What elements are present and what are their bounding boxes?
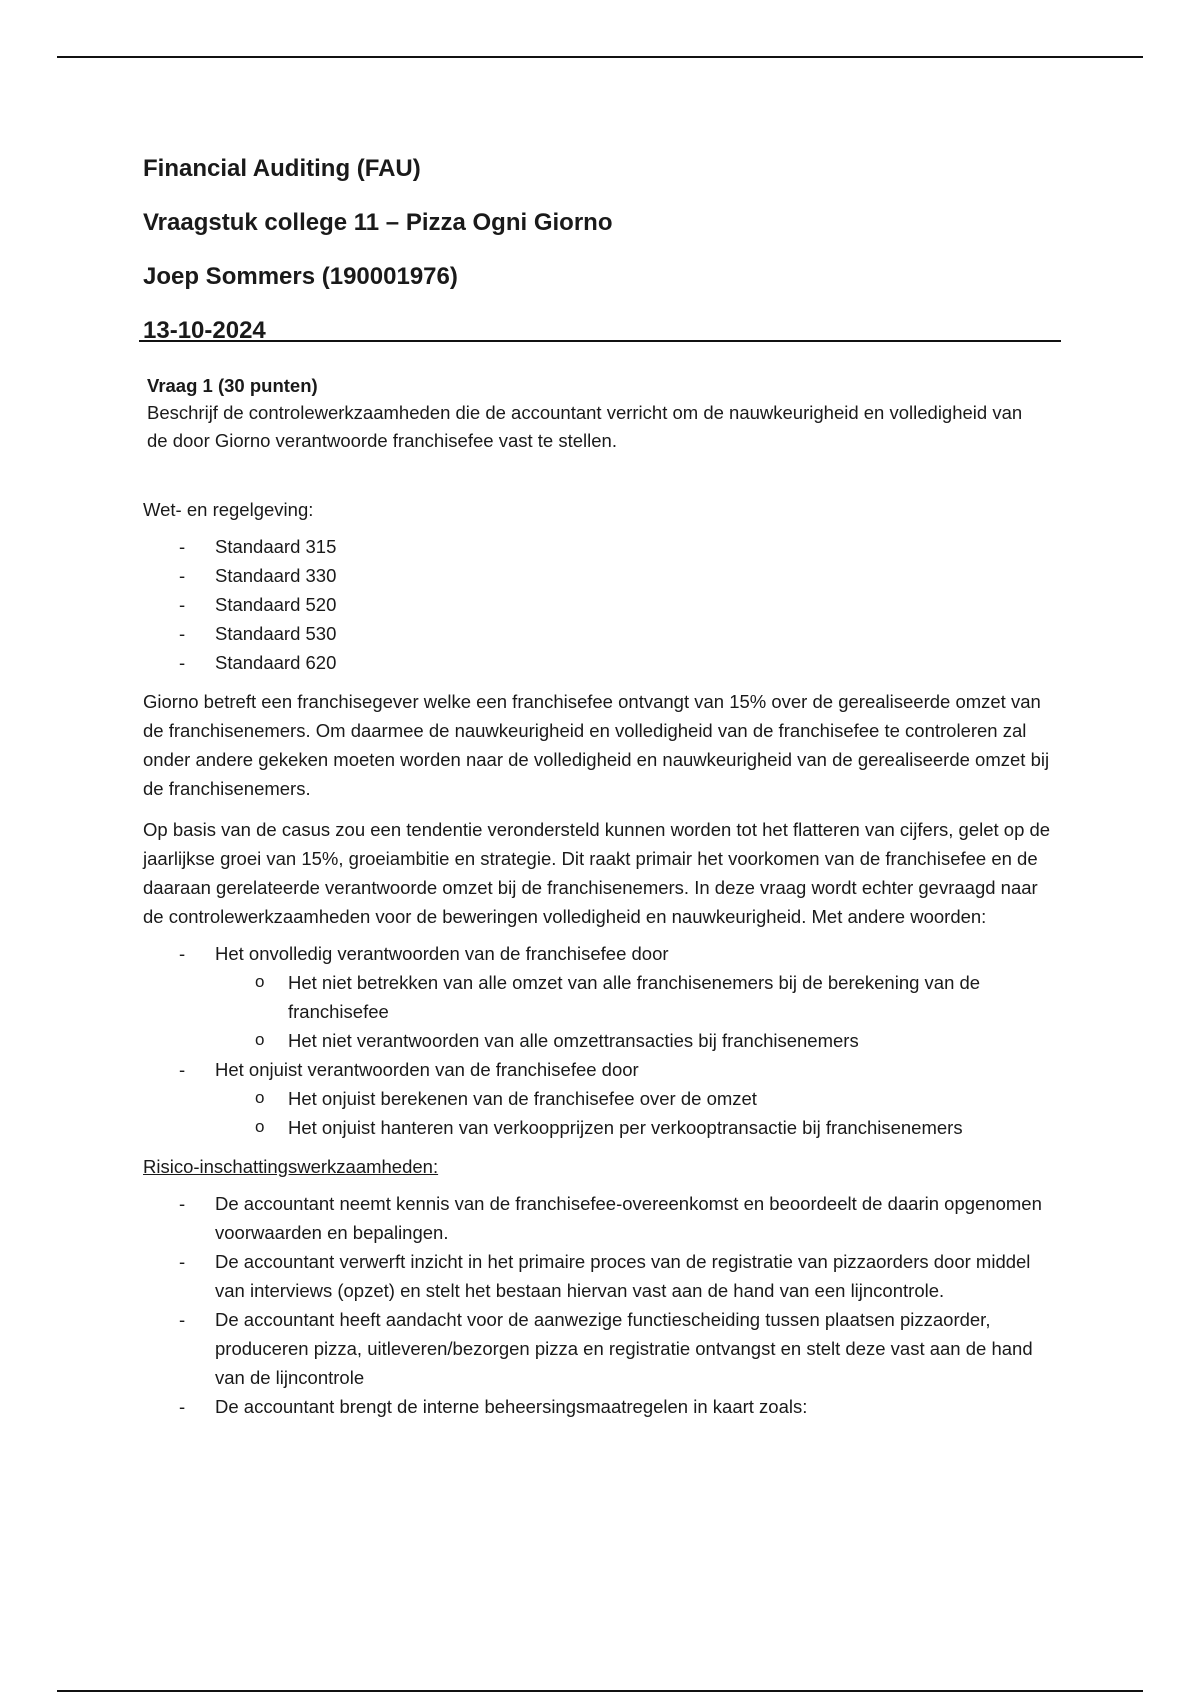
student-name: Joep Sommers (190001976): [143, 263, 458, 290]
risk-section-label: Risico-inschattingswerkzaamheden:: [143, 1156, 439, 1177]
sub-item: o Het niet betrekken van alle omzet van alle franchisenemers bij de berekening van de franchisefee: [215, 968, 1063, 1026]
assertions-list: [143, 939, 1063, 1142]
list-item: - De accountant neemt kennis van de franchisefee-overeenkomst en beoordeelt de daarin opgenomen voorwaarden en bepalingen.: [143, 1189, 1063, 1247]
law-label: Wet- en regelgeving:: [143, 499, 314, 520]
bottom-rule: [57, 1690, 1143, 1692]
question-title: Vraag 1 (30 punten): [147, 375, 318, 396]
list-item: - Standaard 620: [143, 648, 1063, 677]
sub-item: o Het niet verantwoorden van alle omzettransacties bij franchisenemers: [215, 1026, 1063, 1055]
assertion-item: [143, 939, 1063, 1055]
sub-item: o Het onjuist berekenen van de franchisefee over de omzet: [215, 1084, 1063, 1113]
assignment-title: Vraagstuk college 11 – Pizza Ogni Giorno: [143, 209, 613, 236]
sub-list: [215, 1084, 1063, 1142]
assertion-text: Het onjuist verantwoorden van de franchisefee door: [215, 1059, 639, 1080]
list-item: - Standaard 315: [143, 532, 1063, 561]
list-item: - Standaard 530: [143, 619, 1063, 648]
top-rule: [57, 56, 1143, 58]
sub-list: [215, 968, 1063, 1055]
question-text: Beschrijf de controlewerkzaamheden die de accountant verricht om de nauwkeurigheid en volledigheid van de door Giorno verantwoorde franchisefee vast te stellen.: [147, 402, 1023, 451]
document-body: [143, 372, 1063, 1421]
assertion-text: Het onvolledig verantwoorden van de franchisefee door: [215, 943, 669, 964]
sub-item: o Het onjuist hanteren van verkoopprijzen per verkooptransactie bij franchisenemers: [215, 1113, 1063, 1142]
paragraph-tendency: Op basis van de casus zou een tendentie verondersteld kunnen worden tot het flatteren van cijfers, gelet op de jaarlijkse groei van 15%, groeiambitie en strategie. Dit raakt primair het voorkomen van de franchisefee en de daaraan gerelateerde verantwoorde omzet bij de franchisenemers. In deze vraag wordt echter gevraagd naar de controlewerkzaamheden voor de beweringen volledigheid en nauwkeurigheid. Met andere woorden:: [143, 819, 1051, 927]
document-header: [143, 142, 1061, 358]
assertion-item: [143, 1055, 1063, 1142]
risk-list: [143, 1189, 1063, 1421]
list-item: - De accountant brengt de interne beheersingsmaatregelen in kaart zoals:: [143, 1392, 1063, 1421]
list-item: - Standaard 330: [143, 561, 1063, 590]
course-title: Financial Auditing (FAU): [143, 155, 421, 182]
document-date: 13-10-2024: [143, 317, 266, 344]
header-divider: [139, 340, 1061, 342]
standards-list: [143, 532, 1063, 677]
list-item: - De accountant verwerft inzicht in het primaire proces van de registratie van pizzaorders door middel van interviews (opzet) en stelt het bestaan hiervan vast aan de hand van een lijncontrole.: [143, 1247, 1063, 1305]
list-item: - De accountant heeft aandacht voor de aanwezige functiescheiding tussen plaatsen pizzaorder, produceren pizza, uitleveren/bezorgen pizza en registratie ontvangst en stelt deze vast aan de hand van de lijncontrole: [143, 1305, 1063, 1392]
list-item: - Standaard 520: [143, 590, 1063, 619]
paragraph-franchisefee: Giorno betreft een franchisegever welke een franchisefee ontvangt van 15% over de gerealiseerde omzet van de franchisenemers. Om daarmee de nauwkeurigheid en volledigheid van de franchisefee te controleren zal onder andere gekeken moeten worden naar de volledigheid en nauwkeurigheid van de gerealiseerde omzet bij de franchisenemers.: [143, 691, 1050, 799]
